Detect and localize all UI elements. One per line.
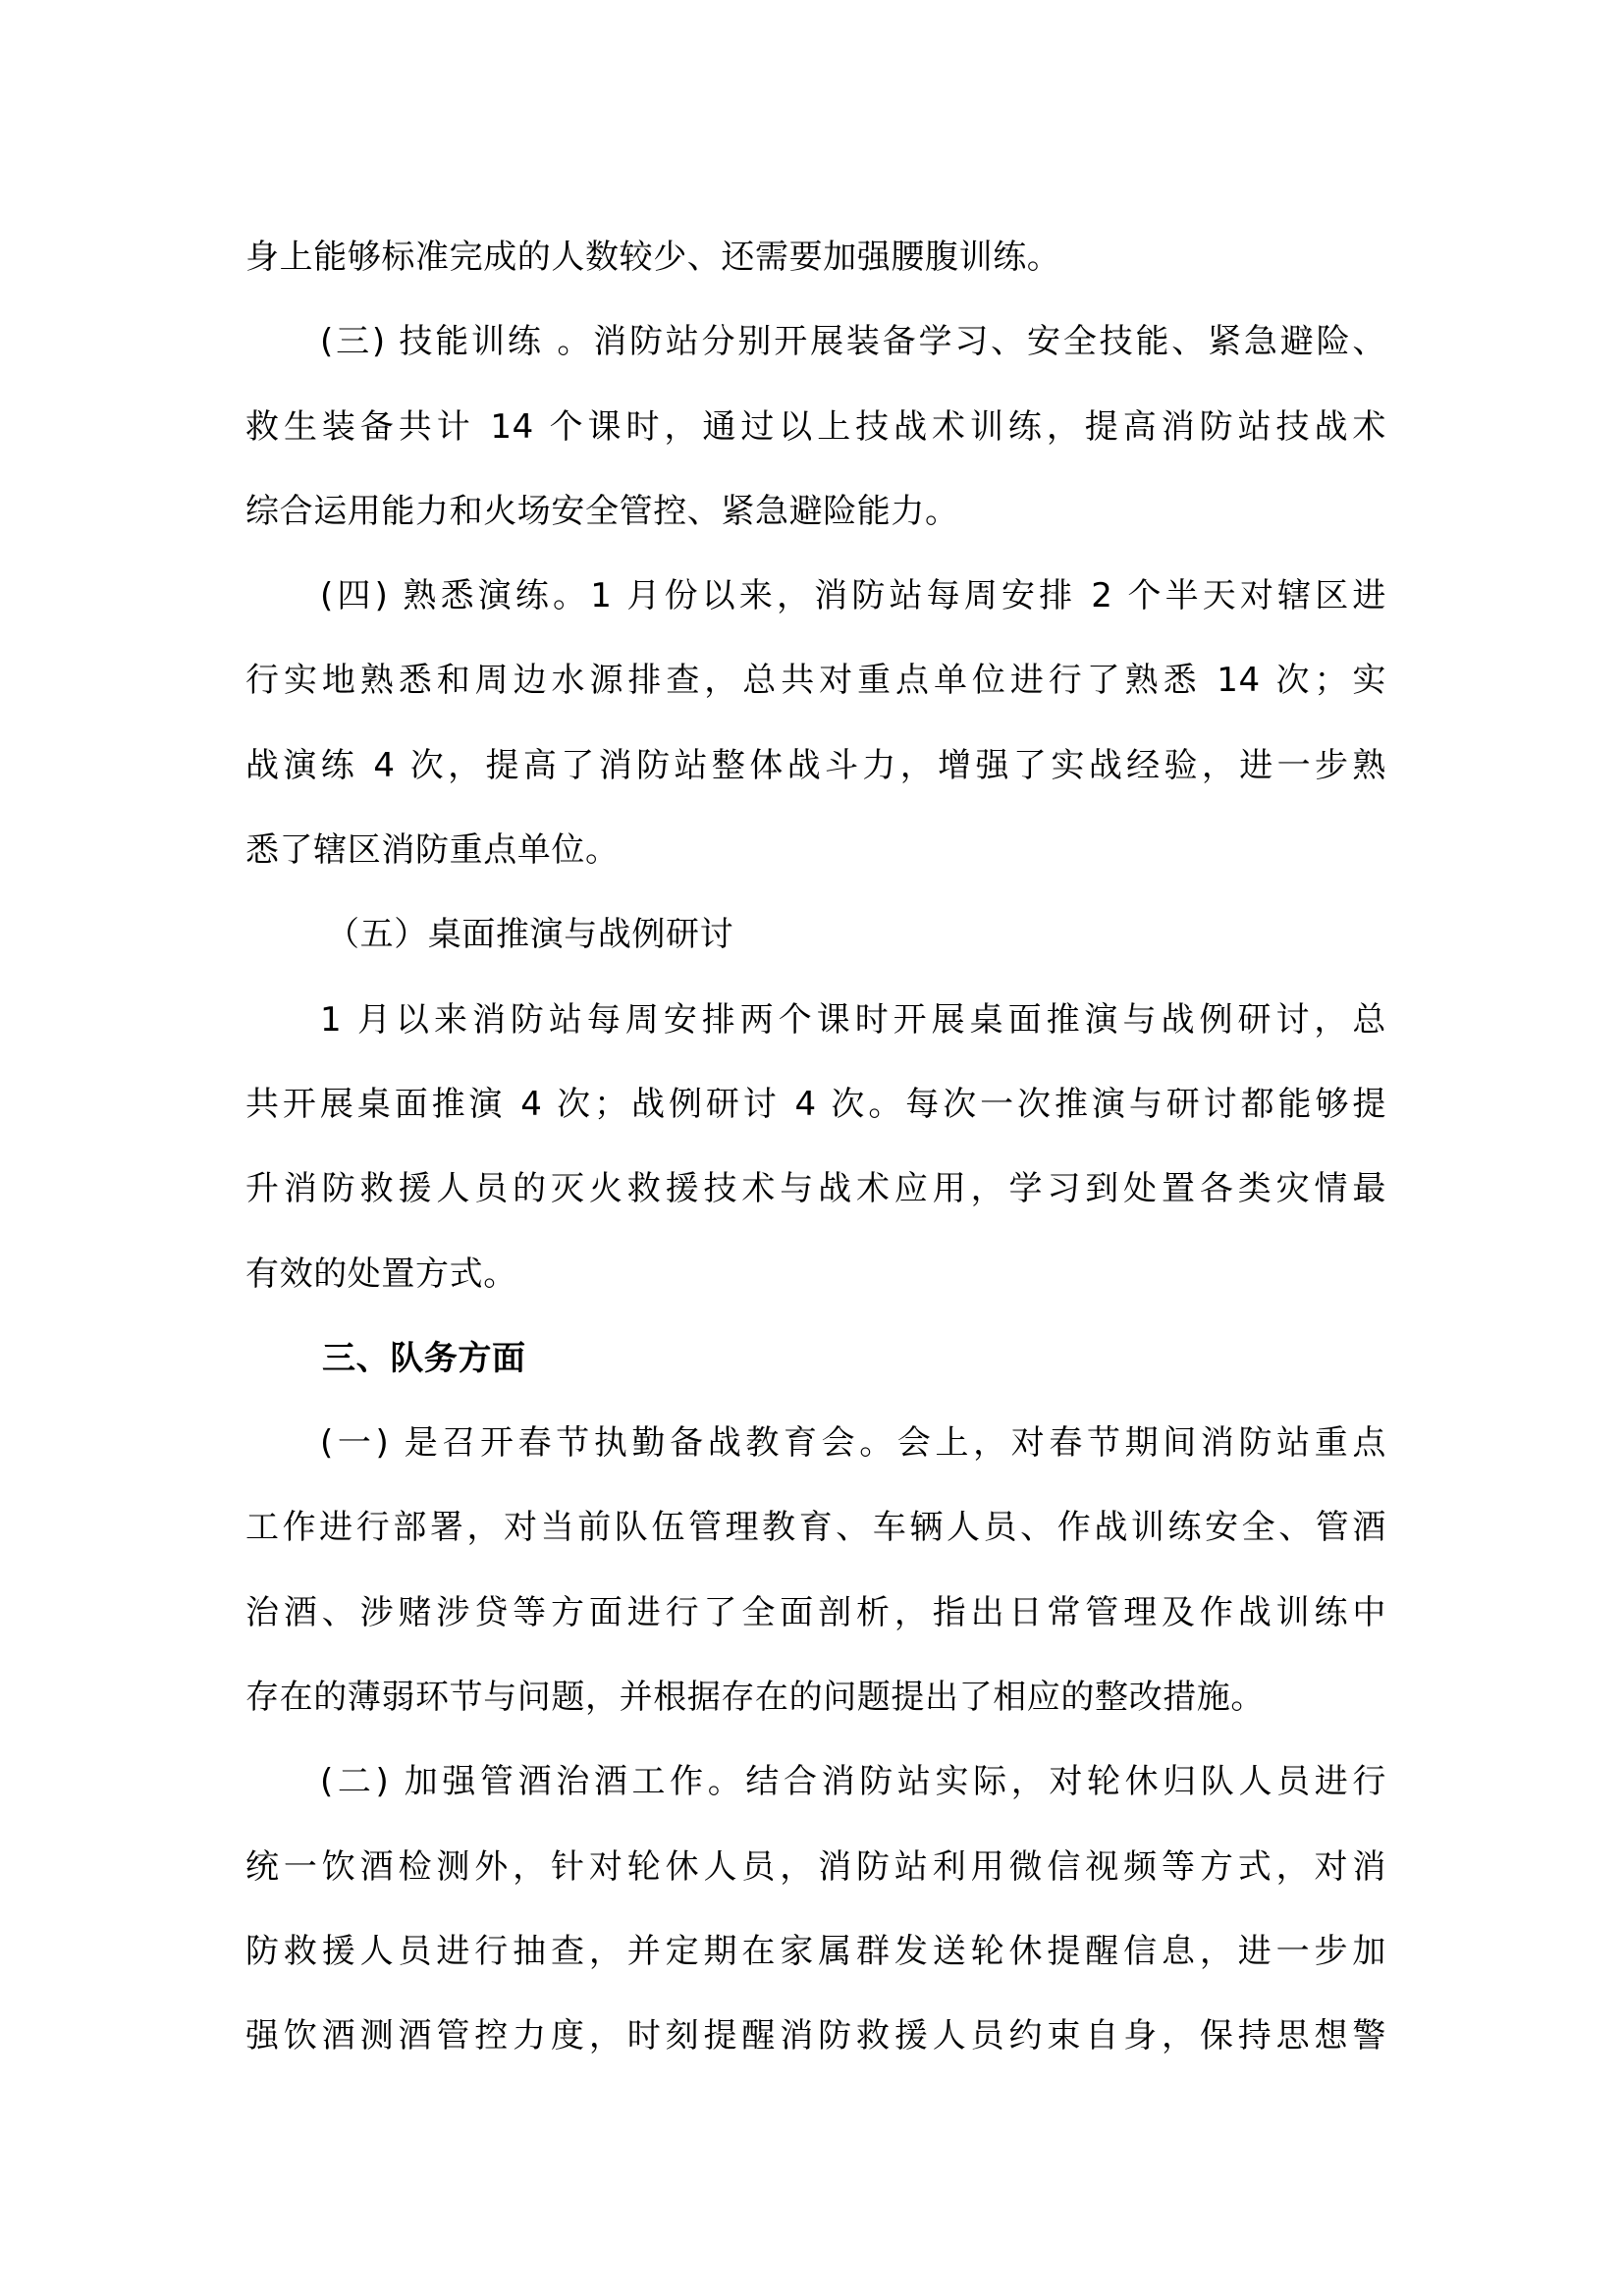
- paragraph-continuation: [245, 215, 1386, 299]
- text-line: 强饮酒测酒管控力度，时刻提醒消防救援人员约束自身，保持思想警: [245, 2016, 1386, 2056]
- document-body: [245, 215, 1386, 2079]
- text-line: 治酒、涉赌涉贷等方面进行了全面剖析，指出日常管理及作战训练中: [245, 1592, 1386, 1632]
- section-heading-text: 三、队务方面: [322, 1338, 526, 1378]
- text-line: 战演练 4 次，提高了消防站整体战斗力，增强了实战经验，进一步熟: [245, 745, 1386, 785]
- text-line: (三) 技能训练 。消防站分别开展装备学习、安全技能、紧急避险、: [320, 322, 1386, 362]
- text-line: 身上能够标准完成的人数较少、还需要加强腰腹训练。: [245, 238, 1061, 277]
- paragraph-tabletop-body: [245, 978, 1386, 1316]
- text-line: 悉了辖区消防重点单位。: [245, 830, 620, 871]
- subheading-tabletop: [245, 892, 1386, 977]
- text-line: 综合运用能力和火场安全管控、紧急避险能力。: [245, 491, 959, 531]
- text-line: 1 月以来消防站每周安排两个课时开展桌面推演与战例研讨，总: [320, 999, 1386, 1040]
- text-line: 升消防救援人员的灭火救援技术与战术应用，学习到处置各类灾情最: [245, 1169, 1386, 1209]
- text-line: (一) 是召开春节执勤备战教育会。会上，对春节期间消防站重点: [320, 1423, 1386, 1464]
- section-heading-three: [245, 1316, 1386, 1401]
- paragraph-familiarization-drill: [245, 554, 1386, 892]
- text-line: (四) 熟悉演练。1 月份以来，消防站每周安排 2 个半天对辖区进: [320, 576, 1386, 616]
- text-line: 共开展桌面推演 4 次；战例研讨 4 次。每次一次推演与研讨都能够提: [245, 1084, 1386, 1124]
- subheading-text: （五）桌面推演与战例研讨: [326, 915, 734, 955]
- text-line: 统一饮酒检测外，针对轮休人员，消防站利用微信视频等方式，对消: [245, 1846, 1386, 1887]
- text-line: 救生装备共计 14 个课时，通过以上技战术训练，提高消防站技战术: [245, 406, 1386, 447]
- text-line: 工作进行部署，对当前队伍管理教育、车辆人员、作战训练安全、管酒: [245, 1508, 1386, 1548]
- paragraph-spring-festival-meeting: [245, 1401, 1386, 1739]
- text-line: (二) 加强管酒治酒工作。结合消防站实际，对轮休归队人员进行: [320, 1762, 1386, 1802]
- paragraph-alcohol-control: [245, 1739, 1386, 2078]
- text-line: 有效的处置方式。: [245, 1254, 517, 1294]
- text-line: 行实地熟悉和周边水源排查，总共对重点单位进行了熟悉 14 次；实: [245, 661, 1386, 701]
- text-line: 存在的薄弱环节与问题，并根据存在的问题提出了相应的整改措施。: [245, 1678, 1265, 1718]
- text-line: 防救援人员进行抽查，并定期在家属群发送轮休提醒信息，进一步加: [245, 1931, 1386, 1971]
- paragraph-skill-training: [245, 299, 1386, 554]
